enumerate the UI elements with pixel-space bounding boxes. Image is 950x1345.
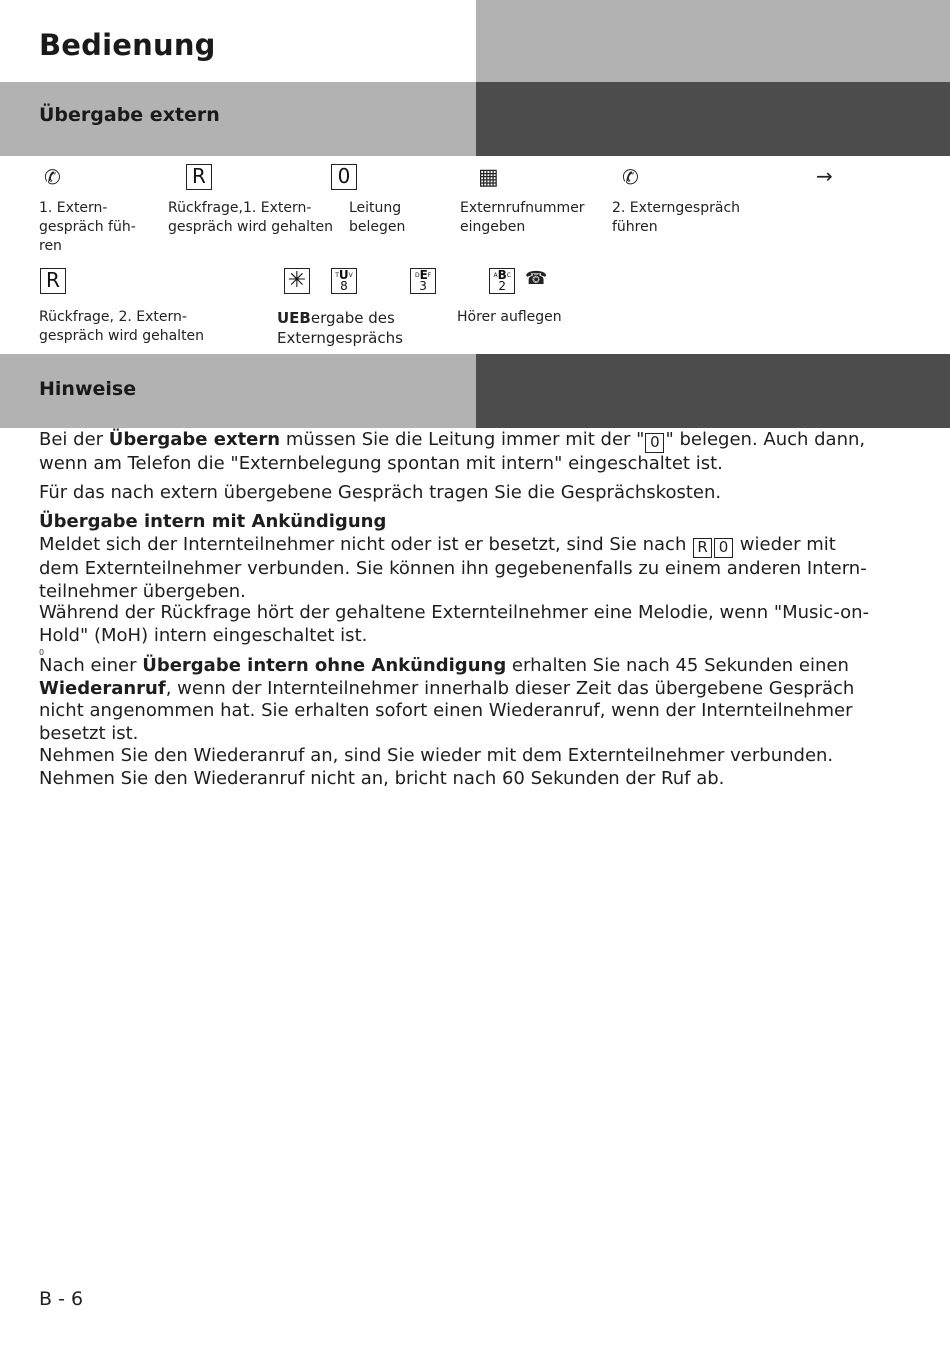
section-band-dark [476, 82, 950, 156]
key-2-abc-icon: $^AB^C$ 2 [489, 268, 515, 294]
page-number: B - 6 [39, 1288, 84, 1310]
arrow-right-icon: → [816, 164, 833, 188]
section-title-uebergabe-extern: Übergabe extern [39, 104, 220, 126]
star-key-icon: ✳ [284, 268, 310, 294]
step-caption-r2-1: Rückfrage, 2. Extern- gespräch wird gehalten [39, 309, 205, 344]
hang-up-icon: ☎ [525, 268, 548, 289]
keypad-icon: ▦ [478, 165, 499, 190]
section-band-dark [476, 354, 950, 428]
step-caption-2: Rückfrage,1. Extern- gespräch wird gehalten [168, 200, 334, 235]
note-paragraph-5: Nach einer Übergabe intern ohne Ankündigung erhalten Sie nach 45 Sekunden einen Wiederanruf, wenn der Internteilnehmer innerhalb dieser Zeit das übergebene Gespräch nicht angenommen hat. Sie erhalten sofort einen Wiederanruf, wenn der Internteilnehmer besetzt ist. [39, 655, 855, 744]
margin-mark: 0 [39, 648, 45, 657]
header-band-right [476, 0, 950, 82]
handset-icon: ✆ [622, 165, 639, 189]
note-paragraph-1: Bei der Übergabe extern müssen Sie die Leitung immer mit der " 0 " belegen. Auch dann, wenn am Telefon die "Externbelegung spontan mit intern" eingeschaltet ist. [39, 429, 866, 474]
zero-key-icon: 0 [331, 164, 357, 190]
zero-key-icon: 0 [645, 433, 664, 453]
note-paragraph-2: Für das nach extern übergebene Gespräch tragen Sie die Gesprächskosten. [39, 482, 722, 503]
key-3-def-icon: $^DE^F$ 3 [410, 268, 436, 294]
note-paragraph-4: Während der Rückfrage hört der gehaltene Externteilnehmer eine Melodie, wenn "Music-on- Hold" (MoH) intern eingeschaltet ist. [39, 602, 870, 646]
zero-key-icon: 0 [714, 538, 733, 558]
step-caption-3: Leitung belegen [349, 200, 406, 235]
r-key-icon: R [186, 164, 212, 190]
step-caption-1: 1. Extern- gespräch füh- ren [39, 200, 136, 254]
step-caption-r2-3: Hörer auflegen [457, 309, 562, 325]
handset-icon: ✆ [44, 165, 61, 189]
section-title-hinweise: Hinweise [39, 378, 137, 400]
step-caption-5: 2. Externgespräch führen [612, 200, 741, 235]
note-heading-intern: Übergabe intern mit Ankündigung [39, 511, 387, 532]
key-8-tuv-icon: $^TU^V$ 8 [331, 268, 357, 294]
page-title: Bedienung [39, 28, 216, 62]
note-paragraph-3: Meldet sich der Internteilnehmer nicht oder ist er besetzt, sind Sie nach R 0 wieder mit dem Externteilnehmer verbunden. Sie können ihn gegebenenfalls zu einem anderen Intern- teilnehmer übergeben. [39, 534, 867, 602]
r-key-icon: R [40, 268, 66, 294]
step-caption-r2-2: UEBergabe des Externgesprächs [277, 309, 403, 347]
r-key-icon: R [693, 538, 712, 558]
note-paragraph-6: Nehmen Sie den Wiederanruf an, sind Sie wieder mit dem Externteilnehmer verbunden. Nehmen Sie den Wiederanruf nicht an, bricht nach 60 Sekunden der Ruf ab. [39, 745, 834, 789]
step-caption-4: Externrufnummer eingeben [460, 200, 585, 235]
